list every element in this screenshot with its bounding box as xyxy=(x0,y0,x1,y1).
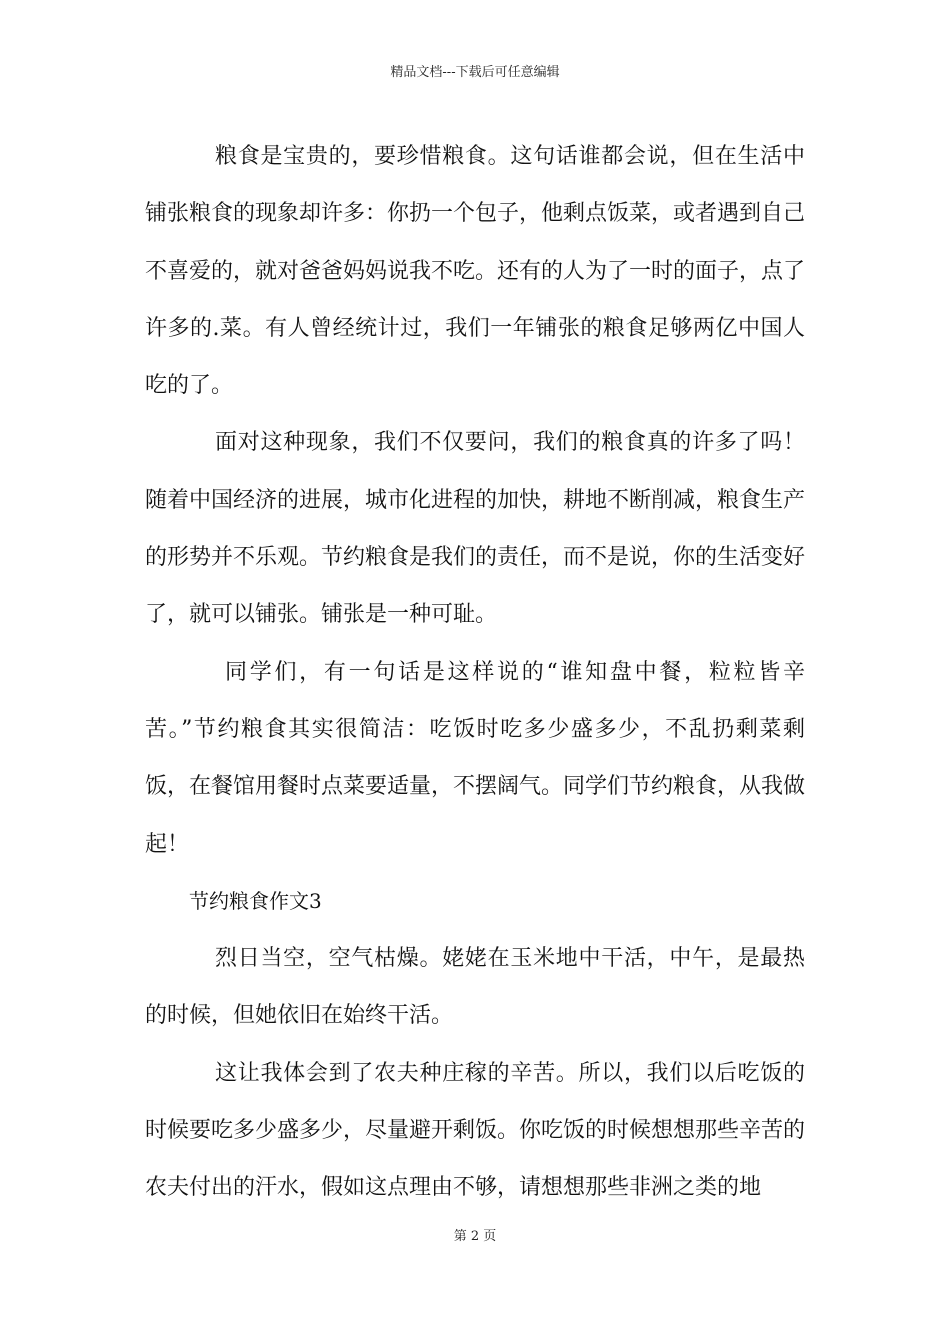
paragraph-4: 烈日当空，空气枯燥。姥姥在玉米地中干活，中午，是最热的时候，但她依旧在始终干活。 xyxy=(145,946,805,1029)
paragraph-5: 这让我体会到了农夫种庄稼的辛苦。所以，我们以后吃饭的时候要吃多少盛多少，尽量避开剩饭。你吃饭的时候想想那些辛苦的农夫付出的汗水，假如这点理由不够，请想想那些非洲之类的地 xyxy=(145,1060,806,1201)
paragraph-2: 面对这种现象，我们不仅要问，我们的粮食真的许多了吗！随着中国经济的进展，城市化进程的加快，耕地不断削减，粮食生产的形势并不乐观。节约粮食是我们的责任，而不是说，你的生活变好了，就可以铺张。铺张是一种可耻。 xyxy=(145,430,806,628)
document-body xyxy=(145,128,805,1217)
section-heading: 节约粮食作文3 xyxy=(189,888,322,913)
page-number: 第 2 页 xyxy=(453,1229,497,1244)
page-header: 精品文档---下载后可任意编辑 xyxy=(390,65,560,80)
paragraph-3: 同学们，有一句话是这样说的“谁知盘中餐，粒粒皆辛苦。”节约粮食其实很简洁：吃饭时吃多少盛多少，不乱扔剩菜剩饭，在餐馆用餐时点菜要适量，不摆阔气。同学们节约粮食，从我做起！ xyxy=(145,659,806,857)
paragraph-1: 粮食是宝贵的，要珍惜粮食。这句话谁都会说，但在生活中铺张粮食的现象却许多：你扔一个包子，他剩点饭菜，或者遇到自己不喜爱的，就对爸爸妈妈说我不吃。还有的人为了一时的面子，点了许多的.菜。有人曾经统计过，我们一年铺张的粮食足够两亿中国人吃的了。 xyxy=(145,144,806,399)
